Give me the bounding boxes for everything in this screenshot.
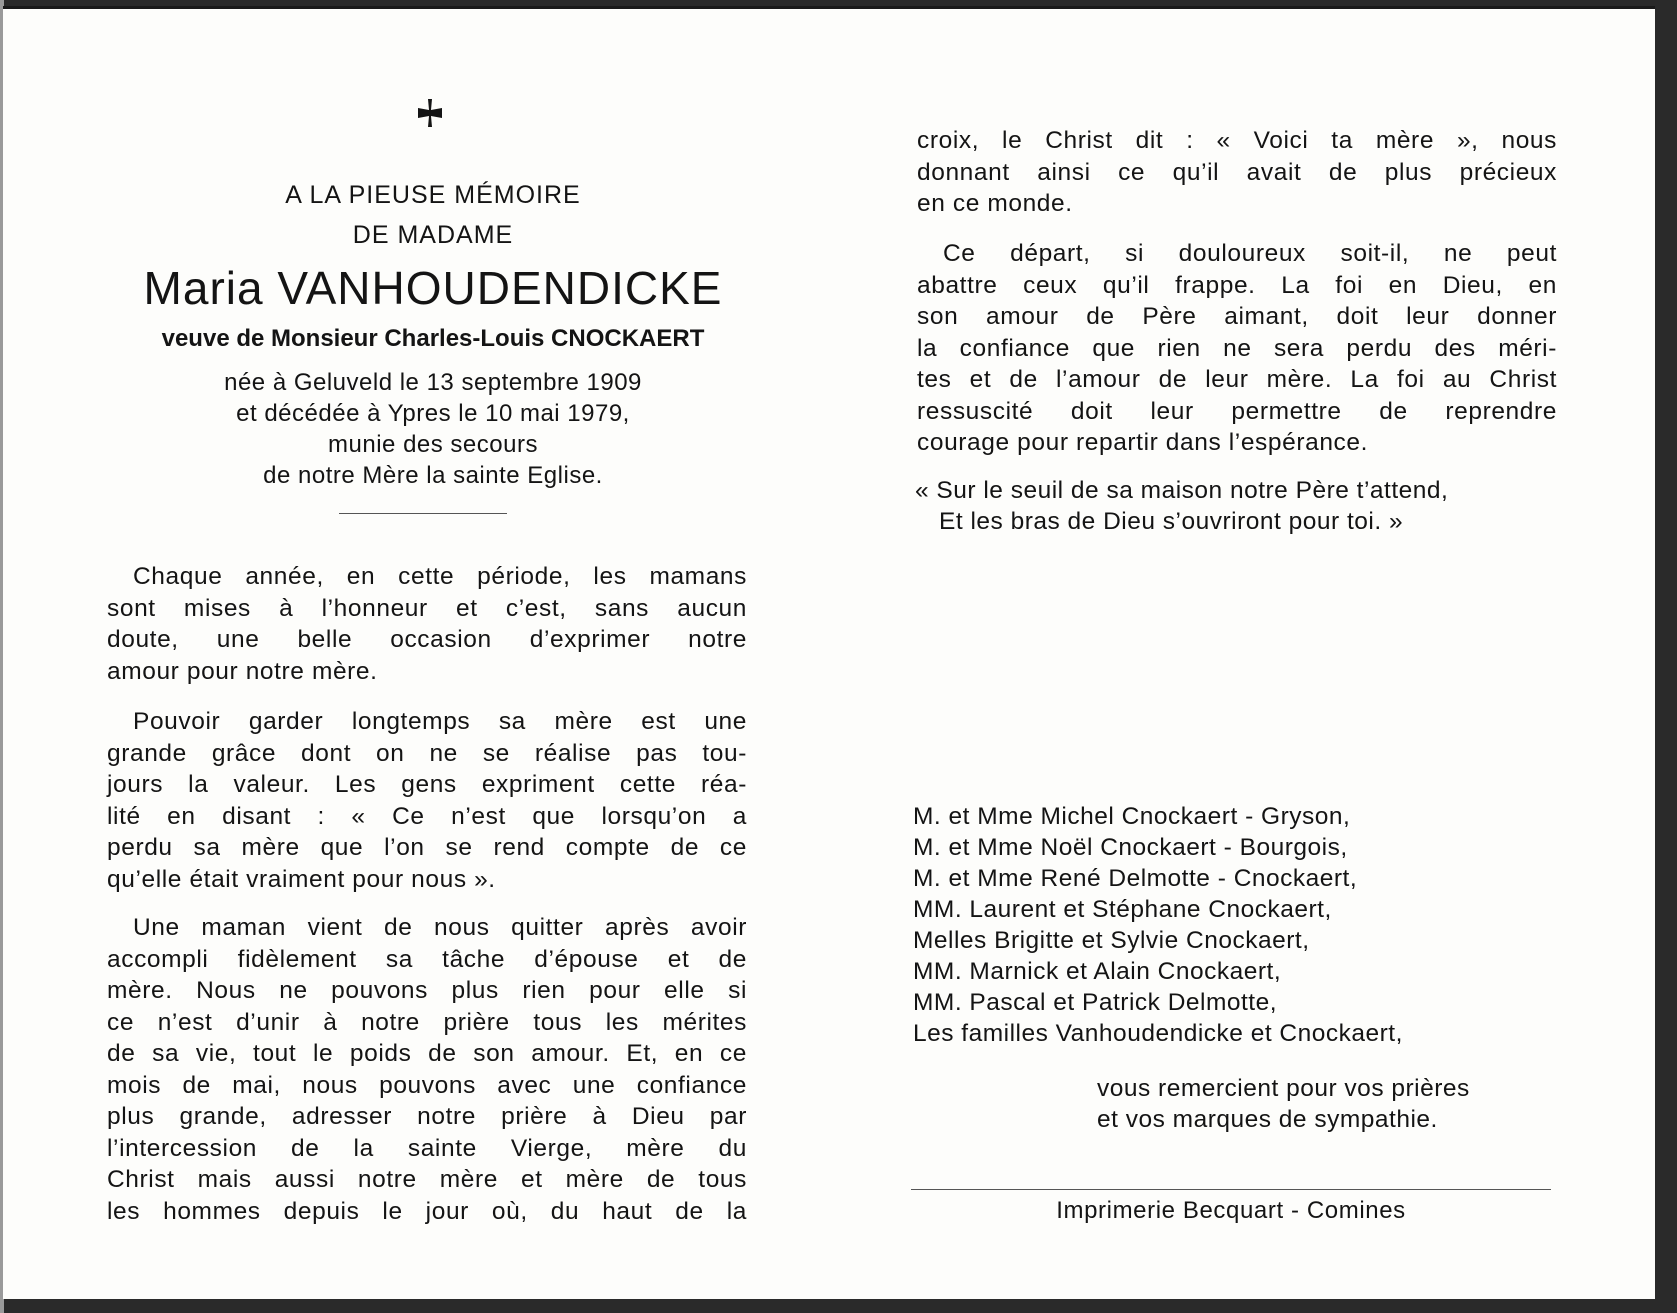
text-line: qu’elle était vraiment pour nous ».: [107, 865, 496, 893]
printer-credit: Imprimerie Becquart - Comines: [1056, 1197, 1406, 1224]
paragraph: [917, 125, 1557, 220]
text-line: ressuscité doit leur permettre de reprendre: [917, 397, 1557, 425]
bio-death: et décédée à Ypres le 10 mai 1979,: [236, 400, 630, 427]
bio-church: de notre Mère la sainte Eglise.: [263, 462, 603, 489]
heading-line-1: A LA PIEUSE MÉMOIRE: [285, 181, 581, 209]
poem-quote: [915, 475, 1575, 537]
divider: [339, 513, 507, 514]
paragraph: [107, 561, 747, 687]
divider: [911, 1189, 1551, 1190]
paragraph: [107, 912, 747, 1227]
family-member: MM. Pascal et Patrick Delmotte,: [913, 989, 1278, 1016]
text-line: amour pour notre mère.: [107, 657, 378, 685]
family-list: [913, 801, 1593, 1049]
text-line: mois de mai, nous pouvons avec une confiance: [107, 1071, 747, 1099]
text-line: accompli fidèlement sa tâche d’épouse et de: [107, 945, 747, 973]
text-line: l’intercession de la sainte Vierge, mère du: [107, 1134, 747, 1162]
family-member: M. et Mme René Delmotte - Cnockaert,: [913, 865, 1358, 892]
bio-block: [3, 367, 863, 491]
family-member: Les familles Vanhoudendicke et Cnockaert,: [913, 1020, 1403, 1047]
text-line: en ce monde.: [917, 190, 1073, 217]
text-line: croix, le Christ dit : « Voici ta mère », nous: [917, 127, 1557, 154]
widow-of: veuve de Monsieur Charles-Louis CNOCKAERT: [161, 325, 705, 352]
family-member: MM. Laurent et Stéphane Cnockaert,: [913, 896, 1332, 923]
paragraph: [917, 238, 1557, 459]
text-line: la confiance que rien ne sera perdu des méri-: [917, 334, 1557, 362]
text-line: lité en disant : « Ce n’est que lorsqu’on a: [107, 802, 747, 830]
text-line: Ce départ, si douloureux soit-il, ne peut: [943, 240, 1557, 267]
text-line: mère. Nous ne pouvons plus rien pour elle si: [107, 977, 747, 1004]
thanks-line: et vos marques de sympathie.: [1097, 1106, 1438, 1133]
text-line: jours la valeur. Les gens expriment cette réa-: [107, 771, 747, 798]
family-member: Melles Brigitte et Sylvie Cnockaert,: [913, 927, 1310, 954]
bio-birth: née à Geluveld le 13 septembre 1909: [224, 369, 642, 396]
text-line: de sa vie, tout le poids de son amour. Et, en ce: [107, 1040, 747, 1067]
text-line: Pouvoir garder longtemps sa mère est une: [133, 708, 747, 735]
text-line: courage pour repartir dans l’espérance.: [917, 429, 1369, 456]
bio-sacraments: munie des secours: [328, 431, 538, 458]
text-line: Christ mais aussi notre mère et mère de tous: [107, 1166, 747, 1193]
text-line: abattre ceux qu’il frappe. La foi en Dieu, en: [917, 271, 1557, 299]
quote-line: « Sur le seuil de sa maison notre Père t’attend,: [915, 477, 1449, 504]
heading-line-2: DE MADAME: [352, 221, 514, 249]
family-member: M. et Mme Noël Cnockaert - Bourgois,: [913, 834, 1348, 861]
text-line: Une maman vient de nous quitter après avoir: [133, 914, 747, 941]
text-line: sont mises à l’honneur et c’est, sans aucun: [107, 594, 747, 622]
family-member: MM. Marnick et Alain Cnockaert,: [913, 958, 1282, 985]
thanks-line: vous remercient pour vos prières: [1097, 1075, 1470, 1102]
text-line: ce n’est d’unir à notre prière tous les mérites: [107, 1008, 747, 1036]
thanks-message: [1097, 1073, 1597, 1135]
text-line: donnant ainsi ce qu’il avait de plus précieux: [917, 158, 1557, 186]
text-line: tes et de l’amour de leur mère. La foi au Christ: [917, 366, 1557, 393]
text-line: son amour de Père aimant, doit leur donner: [917, 303, 1557, 330]
text-line: perdu sa mère que l’on se rend compte de ce: [107, 834, 747, 861]
text-line: doute, une belle occasion d’exprimer notre: [107, 626, 747, 653]
text-line: plus grande, adresser notre prière à Dieu par: [107, 1103, 747, 1130]
cross-pattee-icon: [414, 97, 446, 129]
text-line: Chaque année, en cette période, les mamans: [133, 563, 747, 590]
quote-line: Et les bras de Dieu s’ouvriront pour toi. »: [939, 508, 1404, 535]
text-line: grande grâce dont on ne se réalise pas tou-: [107, 739, 747, 767]
paragraph: [107, 706, 747, 895]
deceased-name: Maria VANHOUDENDICKE: [143, 262, 723, 314]
family-member: M. et Mme Michel Cnockaert - Gryson,: [913, 803, 1351, 830]
memorial-card: [3, 6, 1655, 1299]
text-line: les hommes depuis le jour où, du haut de la: [107, 1197, 747, 1225]
